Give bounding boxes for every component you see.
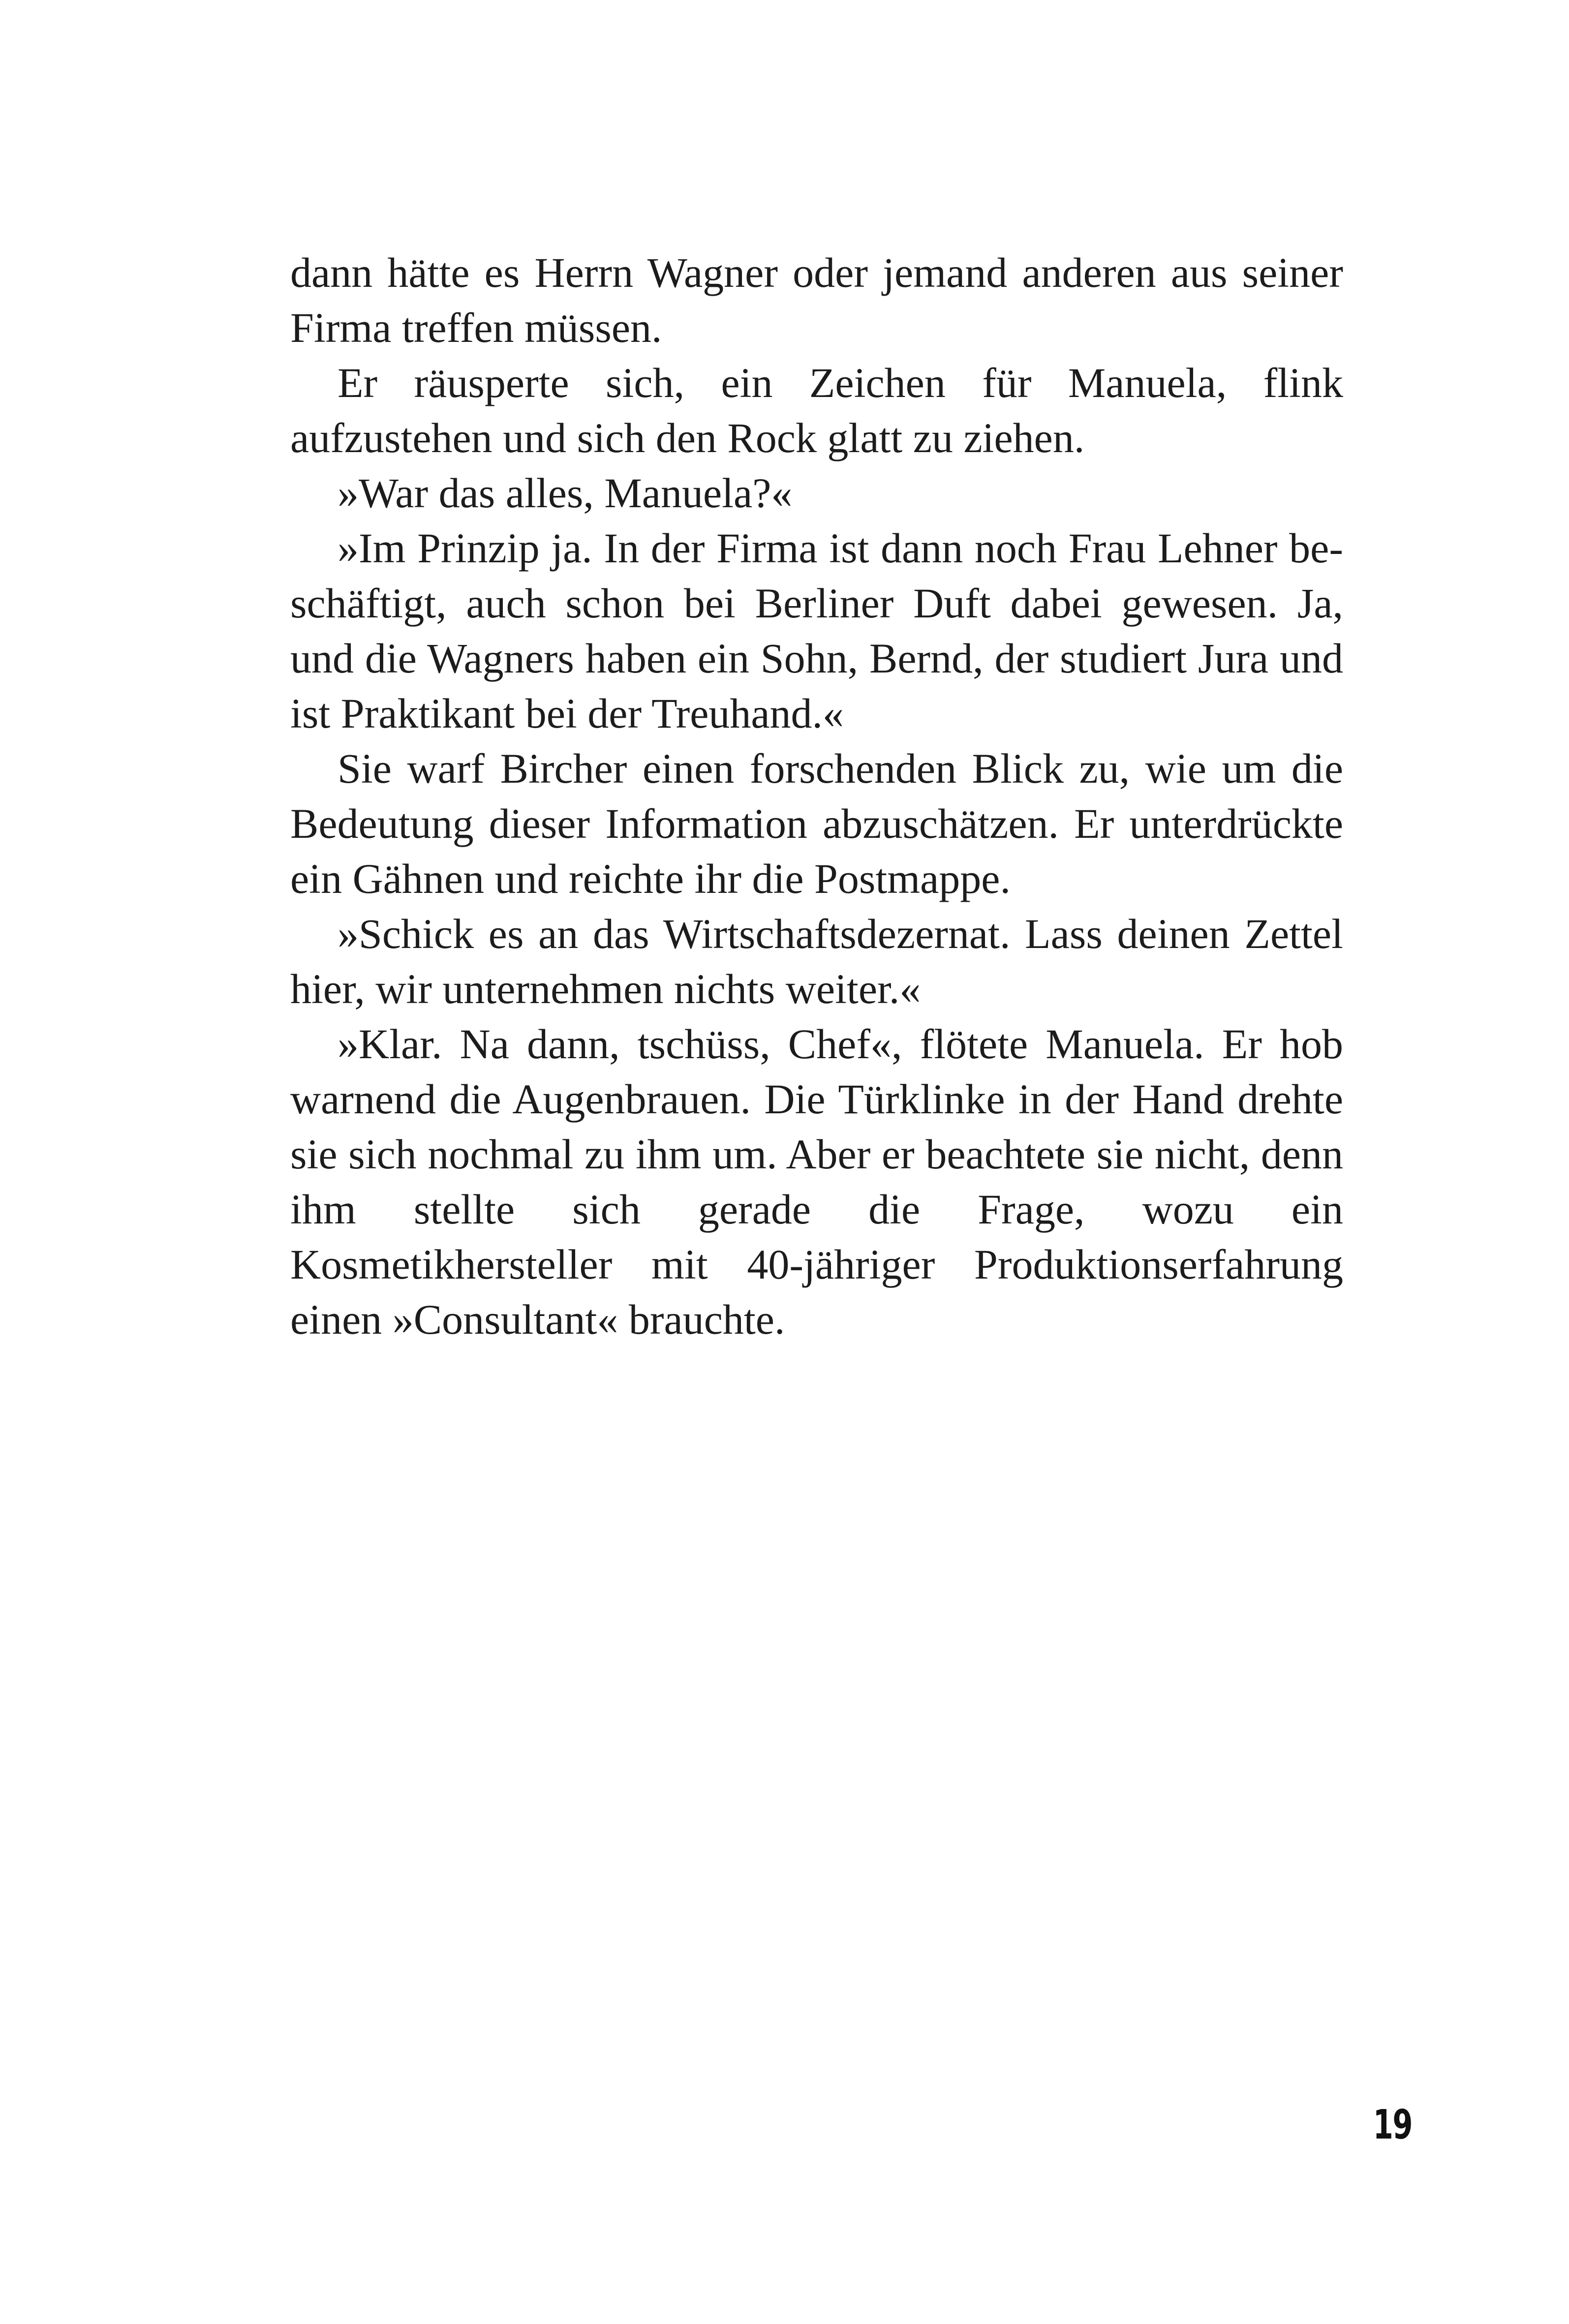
- page-number: 19: [1373, 2102, 1412, 2148]
- dialogue-paragraph: »Im Prinzip ja. In der Firma ist dann noch Frau Lehner beschäftigt, auch schon bei Berliner Duft dabei gewesen. Ja, und die Wagners haben ein Sohn, Bernd, der studiert Jura und ist Praktikant bei der Treuhand.«: [290, 524, 1343, 737]
- dialogue-paragraph: »Klar. Na dann, tschüss, Chef«, flötete Manuela. Er hob warnend die Augenbrauen. Die Türklinke in der Hand drehte sie sich nochmal zu ihm um. Aber er beachtete sie nicht, denn ihm stellte sich gerade die Frage, wozu ein Kosmetikhersteller mit 40-jähriger Produktionserfahrung einen »Consultant« brauchte.: [290, 1020, 1343, 1343]
- dialogue-paragraph: »Schick es an das Wirtschaftsdezernat. Lass deinen Zettel hier, wir unternehmen nichts weiter.«: [290, 910, 1343, 1012]
- paragraph: Er räusperte sich, ein Zeichen für Manuela, flink aufzustehen und sich den Rock glatt zu ziehen.: [290, 359, 1343, 461]
- body-text: [290, 245, 1343, 1347]
- dialogue-paragraph: »War das alles, Manuela?«: [338, 469, 793, 517]
- paragraph: Sie warf Bircher einen forschenden Blick zu, wie um die Bedeutung dieser Information abzuschätzen. Er unterdrückte ein Gähnen und reichte ihr die Postmappe.: [290, 745, 1343, 902]
- paragraph-continued: dann hätte es Herrn Wagner oder jemand anderen aus seiner Firma treffen müssen.: [290, 249, 1343, 351]
